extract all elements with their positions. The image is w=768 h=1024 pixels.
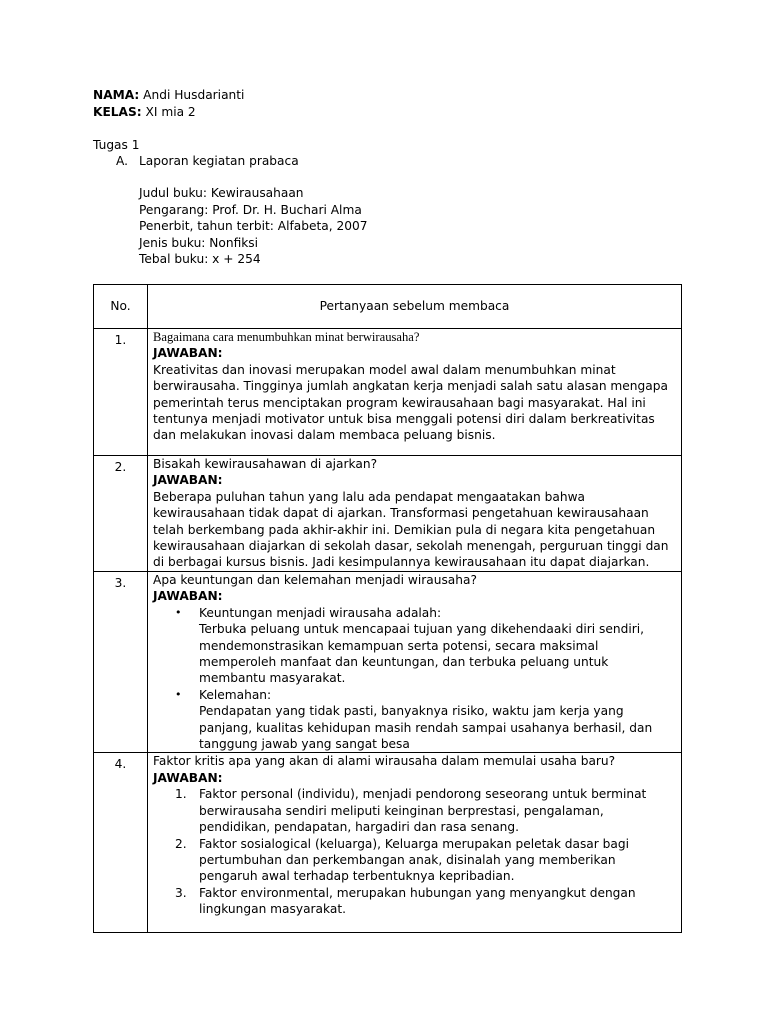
bullet-heading: Keuntungan menjadi wirausaha adalah: [199, 605, 442, 620]
answer-label: JAWABAN: [153, 346, 223, 361]
numbered-list [153, 786, 676, 917]
class-label: KELAS: [93, 105, 142, 119]
question-text: Bisakah kewirausahawan di ajarkan? [153, 457, 378, 471]
table-row [94, 456, 682, 572]
row-number: 2. [94, 456, 148, 572]
item-text: Faktor personal (individu), menjadi pendorong seseorang untuk berminat berwirausaha sendiri meliputi keinginan berprestasi, pengalaman, pendidikan, pendapatan, hargadiri dan rasa senang. [199, 787, 647, 835]
row-number: 3. [94, 572, 148, 753]
bullet-heading: Kelemahan: [199, 687, 272, 702]
answer-text: Beberapa puluhan tahun yang lalu ada pendapat mengaatakan bahwa kewirausahaan tidak dapat di ajarkan. Transformasi pengetahuan kewirausahaan telah berkembang pada akhir-akhir ini. Demikian pula di negara kita pengetahuan kewirausahaan diajarkan di sekolah dasar, sekolah menengah, perguruan tinggi dan di berbagai kursus bisnis. Jadi kesimpulannya kewirausahaan itu dapat diajarkan. [153, 489, 669, 570]
class-value: XI mia 2 [145, 105, 196, 119]
answer-label: JAWABAN: [153, 473, 223, 488]
question-text: Faktor kritis apa yang akan di alami wirausaha dalam memulai usaha baru? [153, 754, 616, 769]
bullet-marker: • [175, 605, 182, 619]
header-no: No. [94, 285, 148, 329]
answer-label: JAWABAN: [153, 770, 223, 785]
answer-text: Kreativitas dan inovasi merupakan model awal dalam menumbuhkan minat berwirausaha. Tingginya jumlah angkatan kerja menjadi salah satu alasan mengapa pemerintah terus menciptakan program kewirausahaan bagi masyarakat. Hal ini tentunya menjadi motivator untuk bisa menggali potensi diri dalam berkreativitas dan melakukan inovasi dalam membaca peluang bisnis. [153, 362, 668, 443]
list-item [153, 687, 676, 753]
class-line [93, 104, 196, 120]
table-row [94, 753, 682, 933]
book-publisher-line: Penerbit, tahun terbit: Alfabeta, 2007 [139, 219, 368, 233]
list-item [153, 605, 676, 687]
row-content [148, 329, 682, 456]
item-number: 2. [175, 836, 187, 851]
book-type-line: Jenis buku: Nonfiksi [139, 236, 259, 250]
question-table [93, 284, 682, 933]
row-content [148, 456, 682, 572]
row-number: 1. [94, 329, 148, 456]
question-text: Bagaimana cara menumbuhkan minat berwirausaha? [153, 330, 420, 344]
book-author-line: Pengarang: Prof. Dr. H. Buchari Alma [139, 203, 362, 217]
section-marker: A. [116, 154, 128, 168]
header-question: Pertanyaan sebelum membaca [148, 285, 682, 329]
book-title-line: Judul buku: Kewirausahaan [139, 186, 304, 200]
name-label: NAMA: [93, 88, 140, 102]
name-value: Andi Husdarianti [143, 88, 245, 102]
assignment-title: Tugas 1 [93, 138, 140, 152]
bullet-marker: • [175, 687, 182, 701]
item-text: Faktor environmental, merupakan hubungan yang menyangkut dengan lingkungan masyarakat. [199, 885, 636, 917]
bullet-text: Pendapatan yang tidak pasti, banyaknya risiko, waktu jam kerja yang panjang, kualitas kehidupan masih rendah sampai usahanya berhasil, dan tanggung jawab yang sangat besa [199, 704, 653, 752]
list-item [153, 885, 676, 918]
section-title: Laporan kegiatan prabaca [139, 154, 299, 168]
bullet-list [153, 605, 676, 753]
item-text: Faktor sosialogical (keluarga), Keluarga merupakan peletak dasar bagi pertumbuhan dan perkembangan anak, disinalah yang memberikan pengaruh awal terhadap terbentuknya kepribadian. [199, 836, 629, 884]
list-item [153, 786, 676, 835]
item-number: 3. [175, 885, 187, 900]
row-content [148, 753, 682, 933]
table-header-row [94, 285, 682, 329]
table-row [94, 329, 682, 456]
row-number: 4. [94, 753, 148, 933]
answer-label: JAWABAN: [153, 589, 223, 604]
book-pages-line: Tebal buku: x + 254 [139, 252, 261, 266]
list-item [153, 836, 676, 885]
bullet-text: Terbuka peluang untuk mencapaai tujuan yang dikehendaaki diri sendiri, mendemonstrasikan kemampuan serta potensi, secara maksimal memperoleh manfaat dan keuntungan, dan terbuka peluang untuk membantu masyarakat. [199, 622, 644, 686]
row-content [148, 572, 682, 753]
question-text: Apa keuntungan dan kelemahan menjadi wirausaha? [153, 573, 477, 587]
table-row [94, 572, 682, 753]
name-line [93, 87, 244, 103]
item-number: 1. [175, 787, 187, 802]
